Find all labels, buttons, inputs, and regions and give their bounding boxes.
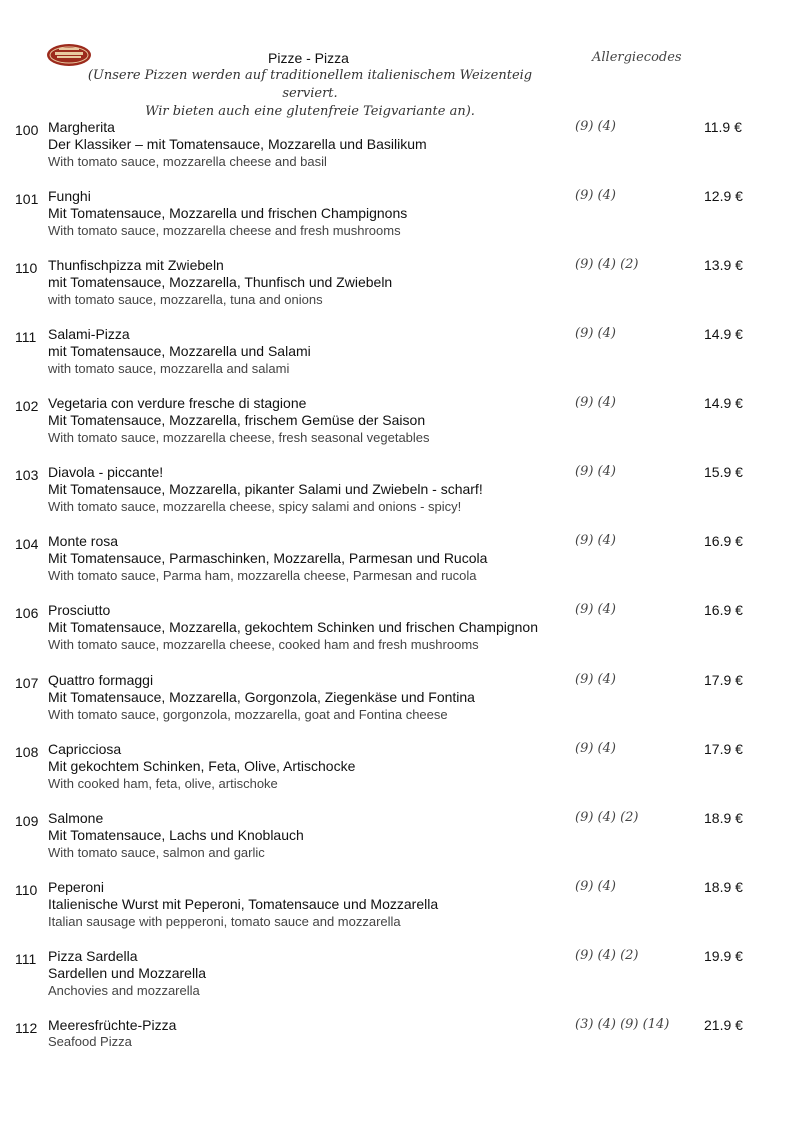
item-price: 18.9 € [704,879,743,895]
item-name: Salami-Pizza [48,326,130,342]
item-description-de: Italienische Wurst mit Peperoni, Tomatensauce und Mozzarella [48,896,439,912]
item-description-de: Mit gekochtem Schinken, Feta, Olive, Artischocke [48,758,356,774]
item-number: 111 [15,951,37,967]
item-description-en: Seafood Pizza [48,1034,132,1049]
menu-item [0,602,793,662]
item-allergens: (9) (4) [575,602,616,617]
item-number: 108 [15,744,39,760]
item-description-de: Sardellen und Mozzarella [48,965,206,981]
item-description-de: Mit Tomatensauce, Parmaschinken, Mozzarella, Parmesan und Rucola [48,550,488,566]
item-number: 110 [15,260,38,276]
item-price: 13.9 € [704,257,743,273]
item-description-en: With tomato sauce, Parma ham, mozzarella cheese, Parmesan and rucola [48,568,477,583]
item-description-en: With tomato sauce, mozzarella cheese and fresh mushrooms [48,223,401,238]
item-price: 16.9 € [704,602,743,618]
item-description-en: With tomato sauce, salmon and garlic [48,845,265,860]
menu-item [0,879,793,939]
menu-item [0,188,793,248]
menu-item [0,119,793,179]
item-name: Funghi [48,188,91,204]
item-description-de: Mit Tomatensauce, Mozzarella, pikanter Salami und Zwiebeln - scharf! [48,481,483,497]
menu-item [0,948,793,1008]
item-number: 107 [15,675,39,691]
item-description-de: mit Tomatensauce, Mozzarella und Salami [48,343,311,359]
item-allergens: (9) (4) [575,741,616,756]
item-number: 110 [15,882,38,898]
item-description-en: Italian sausage with pepperoni, tomato sauce and mozzarella [48,914,401,929]
item-number: 101 [15,191,39,207]
item-price: 21.9 € [704,1017,743,1033]
menu-subtitle [60,67,560,121]
item-allergens: (9) (4) [575,188,616,203]
item-price: 19.9 € [704,948,743,964]
item-name: Monte rosa [48,533,119,549]
menu-item [0,810,793,870]
item-allergens: (9) (4) (2) [575,948,639,963]
item-number: 112 [15,1020,38,1036]
item-allergens: (9) (4) [575,326,616,341]
item-name: Thunfischpizza mit Zwiebeln [48,257,224,273]
item-name: Peperoni [48,879,105,895]
item-name: Quattro formaggi [48,672,154,688]
menu-item [0,1017,793,1077]
subtitle-line: Wir bieten auch eine glutenfreie Teigvariante an). [145,104,475,119]
allergen-column-header: Allergiecodes [592,50,682,65]
menu-item [0,395,793,455]
item-price: 14.9 € [704,326,743,342]
item-description-en: With tomato sauce, mozzarella cheese, fresh seasonal vegetables [48,430,430,445]
item-name: Meeresfrüchte-Pizza [48,1017,177,1033]
item-description-de: mit Tomatensauce, Mozzarella, Thunfisch und Zwiebeln [48,274,393,290]
item-number: 106 [15,605,39,621]
item-name: Prosciutto [48,602,111,618]
item-price: 18.9 € [704,810,743,826]
item-allergens: (3) (4) (9) (14) [575,1017,670,1032]
restaurant-logo-icon [46,42,92,68]
item-description-en: Anchovies and mozzarella [48,983,200,998]
item-price: 14.9 € [704,395,743,411]
item-description-en: With tomato sauce, mozzarella cheese, spicy salami and onions - spicy! [48,499,462,514]
item-name: Diavola - piccante! [48,464,164,480]
item-allergens: (9) (4) [575,672,616,687]
item-price: 11.9 € [704,119,742,135]
item-description-de: Der Klassiker – mit Tomatensauce, Mozzarella und Basilikum [48,136,427,152]
item-price: 17.9 € [704,741,743,757]
item-description-en: with tomato sauce, mozzarella and salami [48,361,290,376]
menu-item [0,533,793,593]
item-name: Margherita [48,119,115,135]
item-description-en: With tomato sauce, mozzarella cheese, cooked ham and fresh mushrooms [48,637,479,652]
item-allergens: (9) (4) [575,119,616,134]
item-allergens: (9) (4) (2) [575,257,639,272]
item-number: 100 [15,122,39,138]
item-description-de: Mit Tomatensauce, Mozzarella, Gorgonzola, Ziegenkäse und Fontina [48,689,475,705]
item-allergens: (9) (4) [575,533,616,548]
item-description-en: With tomato sauce, gorgonzola, mozzarella, goat and Fontina cheese [48,707,448,722]
menu-item [0,672,793,732]
item-description-de: Mit Tomatensauce, Lachs und Knoblauch [48,827,304,843]
subtitle-line: (Unsere Pizzen werden auf traditionellem italienischem Weizenteig serviert. [87,68,533,101]
item-description-en: With tomato sauce, mozzarella cheese and basil [48,154,327,169]
item-price: 15.9 € [704,464,743,480]
item-allergens: (9) (4) [575,395,616,410]
item-price: 16.9 € [704,533,743,549]
item-description-de: Mit Tomatensauce, Mozzarella, frischem Gemüse der Saison [48,412,426,428]
menu-item [0,326,793,386]
item-description-de: Mit Tomatensauce, Mozzarella und frischen Champignons [48,205,408,221]
item-number: 109 [15,813,39,829]
item-allergens: (9) (4) [575,879,616,894]
item-name: Vegetaria con verdure fresche di stagione [48,395,307,411]
item-description-en: with tomato sauce, mozzarella, tuna and onions [48,292,323,307]
page-title: Pizze - Pizza [268,50,349,66]
item-number: 104 [15,536,39,552]
menu-item [0,257,793,317]
item-price: 17.9 € [704,672,743,688]
item-name: Pizza Sardella [48,948,138,964]
item-name: Salmone [48,810,104,826]
item-number: 102 [15,398,39,414]
item-description-de: Mit Tomatensauce, Mozzarella, gekochtem Schinken und frischen Champignon [48,619,538,635]
item-name: Capricciosa [48,741,122,757]
item-price: 12.9 € [704,188,743,204]
menu-item [0,741,793,801]
item-description-en: With cooked ham, feta, olive, artischoke [48,776,278,791]
item-number: 111 [15,329,37,345]
item-number: 103 [15,467,39,483]
item-allergens: (9) (4) (2) [575,810,639,825]
menu-item [0,464,793,524]
item-allergens: (9) (4) [575,464,616,479]
